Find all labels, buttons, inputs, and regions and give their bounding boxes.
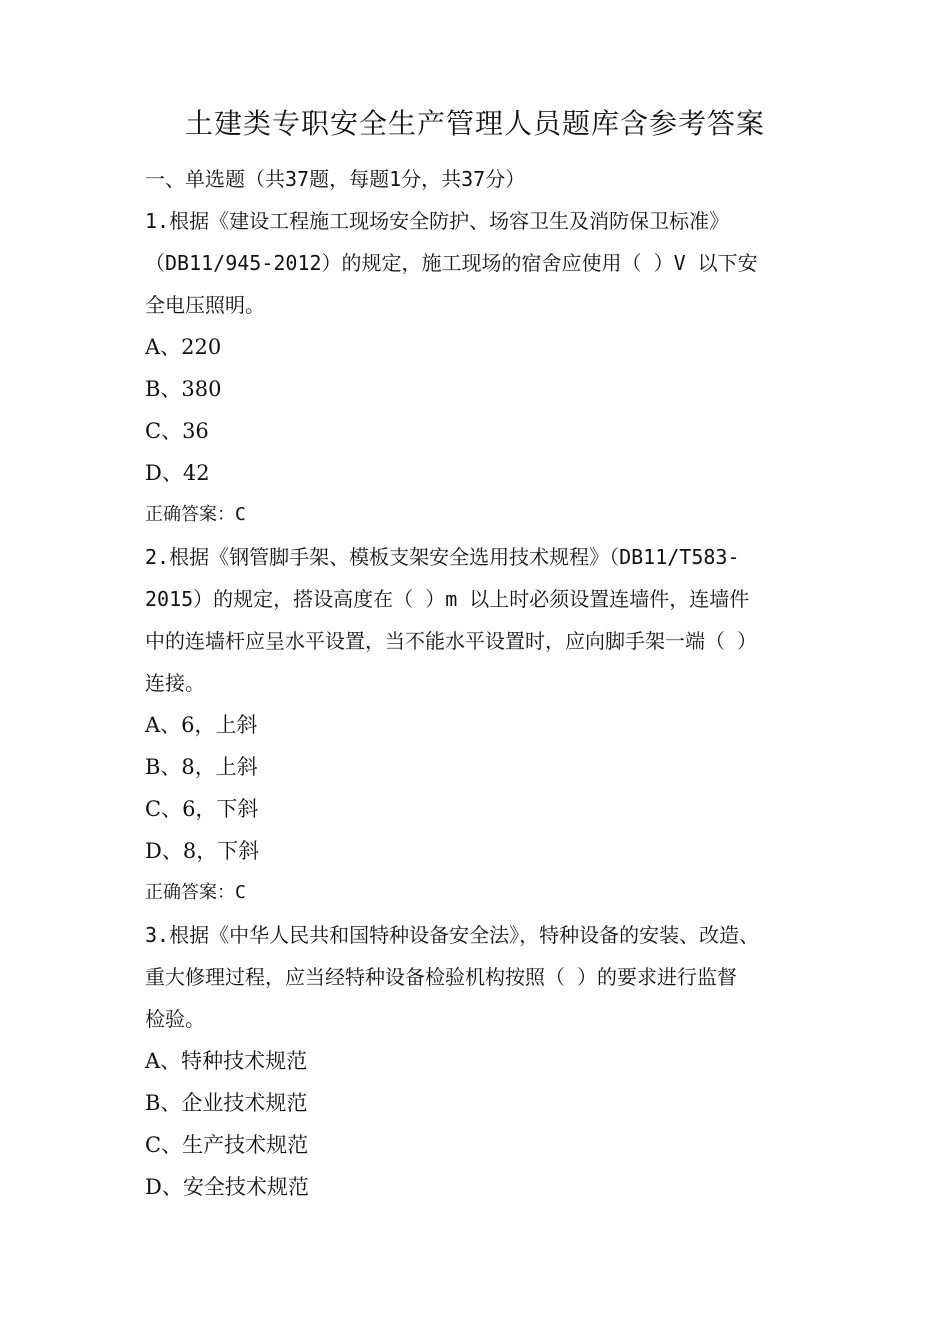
document-title: 土建类专职安全生产管理人员题库含参考答案	[184, 107, 765, 140]
option-a: A、220	[145, 335, 222, 359]
question-stem-line: 1.根据《建设工程施工现场安全防护、场容卫生及消防保卫标准》	[145, 209, 730, 233]
correct-answer: 正确答案：C	[145, 882, 246, 903]
correct-answer: 正确答案：C	[145, 504, 246, 525]
option-b: B、8，上斜	[145, 755, 258, 779]
option-b: B、企业技术规范	[145, 1091, 308, 1115]
question-stem-line: 检验。	[145, 1007, 205, 1031]
option-d: D、8，下斜	[145, 839, 260, 863]
question-stem-line: 全电压照明。	[145, 293, 265, 317]
option-a: A、6，上斜	[145, 713, 258, 737]
option-c: C、6，下斜	[145, 797, 259, 821]
option-c: C、36	[145, 419, 209, 443]
option-d: D、安全技术规范	[145, 1175, 309, 1199]
question-stem-line: 2015）的规定，搭设高度在（ ）m 以上时必须设置连墙件，连墙件	[145, 587, 750, 611]
option-c: C、生产技术规范	[145, 1133, 309, 1157]
document-body	[145, 158, 815, 1208]
question-stem-line: 3.根据《中华人民共和国特种设备安全法》，特种设备的安装、改造、	[145, 923, 760, 947]
question-stem-line: 重大修理过程，应当经特种设备检验机构按照（ ）的要求进行监督	[145, 965, 738, 989]
question-stem-line: 中的连墙杆应呈水平设置，当不能水平设置时，应向脚手架一端（ ）	[145, 629, 758, 653]
question-3	[145, 914, 815, 1208]
question-stem-line: 2.根据《钢管脚手架、模板支架安全选用技术规程》（DB11/T583-	[145, 545, 740, 569]
section-heading: 一、单选题（共37题，每题1分，共37分）	[145, 167, 526, 191]
question-2	[145, 536, 815, 914]
question-stem-line: 连接。	[145, 671, 205, 695]
question-1	[145, 200, 815, 536]
option-a: A、特种技术规范	[145, 1049, 308, 1073]
option-d: D、42	[145, 461, 210, 485]
option-b: B、380	[145, 377, 222, 401]
question-stem-line: （DB11/945-2012）的规定，施工现场的宿舍应使用（ ）V 以下安	[145, 251, 758, 275]
